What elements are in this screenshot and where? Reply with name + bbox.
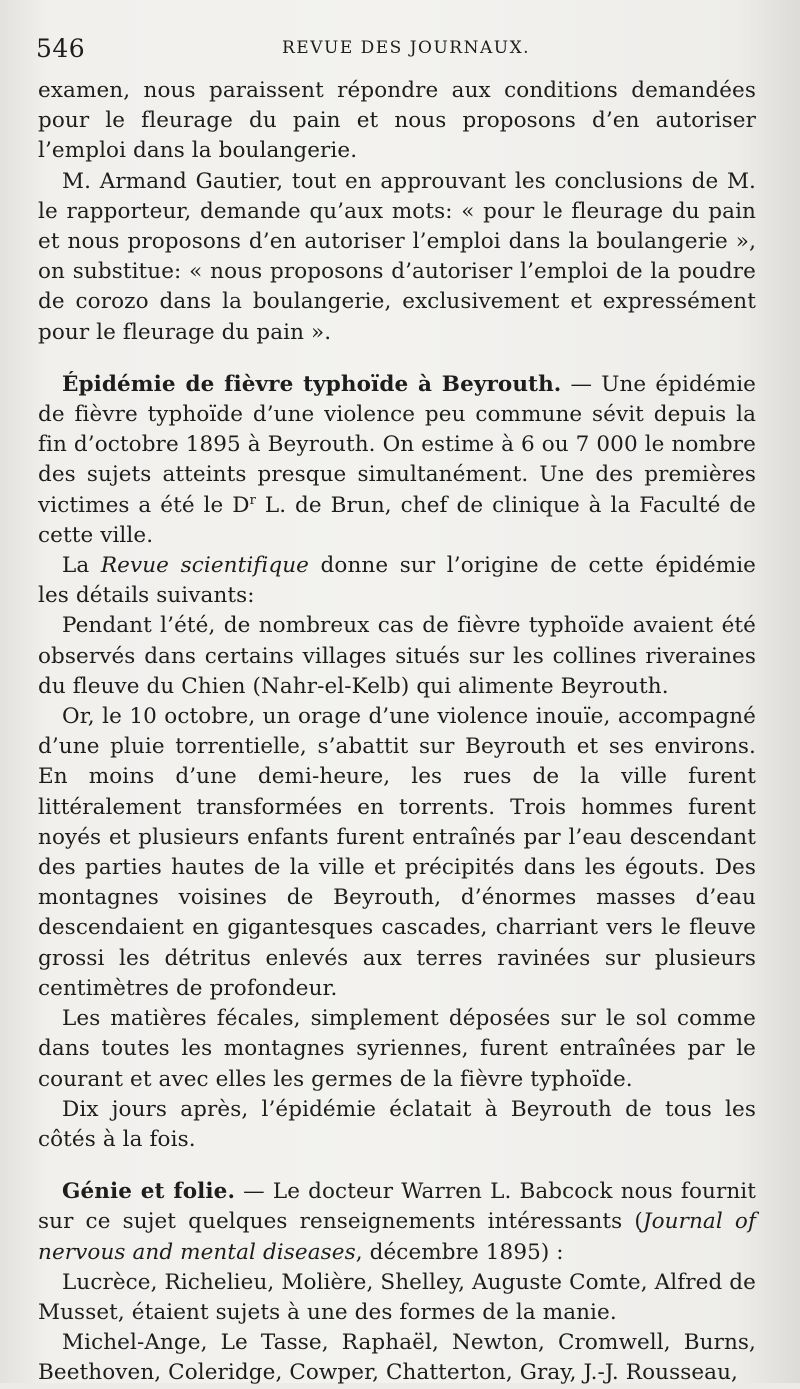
paragraph: Michel-Ange, Le Tasse, Raphaël, Newton, Cromwell, Burns, Beethoven, Coleridge, Cowper, Chatterton, Gray, J.-J. Rousseau, (38, 1330, 756, 1386)
journal-title: Revue scientifique (100, 553, 309, 579)
paragraph: Pendant l’été, de nombreux cas de fièvre typhoïde avaient été observés dans certains villages situés sur les collines riveraines du fleuve du Chien (Nahr-el-Kelb) qui alimente Beyrouth. (38, 613, 756, 699)
body-text (38, 76, 756, 1389)
superscript: r (249, 492, 256, 508)
paragraph: examen, nous paraissent répondre aux conditions demandées pour le fleurage du pain et nous proposons d’en autoriser l’emploi dans la boulangerie. (38, 78, 756, 164)
paragraph-text: donne sur l’origine de cette épidémie les détails suivants: (38, 553, 757, 609)
section-title: Épidémie de fièvre typhoïde à Beyrouth. (62, 371, 562, 397)
section-gap (38, 348, 756, 370)
section-typhoid-intro (38, 370, 756, 551)
section-genius-intro (38, 1177, 756, 1268)
paragraph-text: , décembre 1895) : (355, 1239, 564, 1265)
paragraph (38, 551, 756, 611)
paragraph-text: L. de Brun, chef de clinique à la Faculté de cette ville. (38, 492, 756, 548)
paragraph: Dix jours après, l’épidémie éclatait à Beyrouth de tous les côtés à la fois. (38, 1096, 756, 1152)
paragraph-text: La (62, 553, 101, 579)
paragraph-text: — Le docteur Warren L. Babcock nous fournit sur ce sujet quelques renseignements intéressants ( (38, 1179, 756, 1235)
paragraph: M. Armand Gautier, tout en approuvant les conclusions de M. le rapporteur, demande qu’aux mots: « pour le fleurage du pain et nous proposons d’en autoriser l’emploi dans la boulangerie », on substitue: « nous proposons d’autoriser l’emploi de la poudre de corozo dans la boulangerie, exclusivement et expressément pour le fleurage du pain ». (38, 168, 756, 345)
page-header (36, 30, 760, 70)
section-gap (38, 1155, 756, 1177)
section-title: Génie et folie. (62, 1179, 236, 1205)
paragraph: Lucrèce, Richelieu, Molière, Shelley, Auguste Comte, Alfred de Musset, étaient sujets à une des formes de la manie. (38, 1269, 756, 1325)
page-number: 546 (36, 34, 86, 63)
paragraph-text: — Une épidémie de fièvre typhoïde d’une violence peu commune sévit depuis la fin d’octobre 1895 à Beyrouth. On estime à 6 ou 7 000 le nombre des sujets atteints presque simultanément. Une des premières victimes a été le D (38, 371, 756, 518)
running-title: REVUE DES JOURNAUX. (282, 38, 531, 58)
journal-title: Journal of nervous and mental diseases (38, 1209, 757, 1265)
paragraph: Or, le 10 octobre, un orage d’une violence inouïe, accompagné d’une pluie torrentielle, s’abattit sur Beyrouth et ses environs. En moins d’une demi-heure, les rues de la ville furent littéralement transformées en torrents. Trois hommes furent noyés et plusieurs enfants furent entraînés par l’eau descendant des parties hautes de la ville et précipités dans les égouts. Des montagnes voisines de Beyrouth, d’énormes masses d’eau descendaient en gigantesques cascades, charriant vers le fleuve grossi les détritus enlevés aux terres ravinées sur plusieurs centimètres de profondeur. (38, 704, 756, 1001)
paragraph: Les matières fécales, simplement déposées sur le sol comme dans toutes les montagnes syriennes, furent entraînées par le courant et avec elles les germes de la fièvre typhoïde. (38, 1006, 756, 1092)
